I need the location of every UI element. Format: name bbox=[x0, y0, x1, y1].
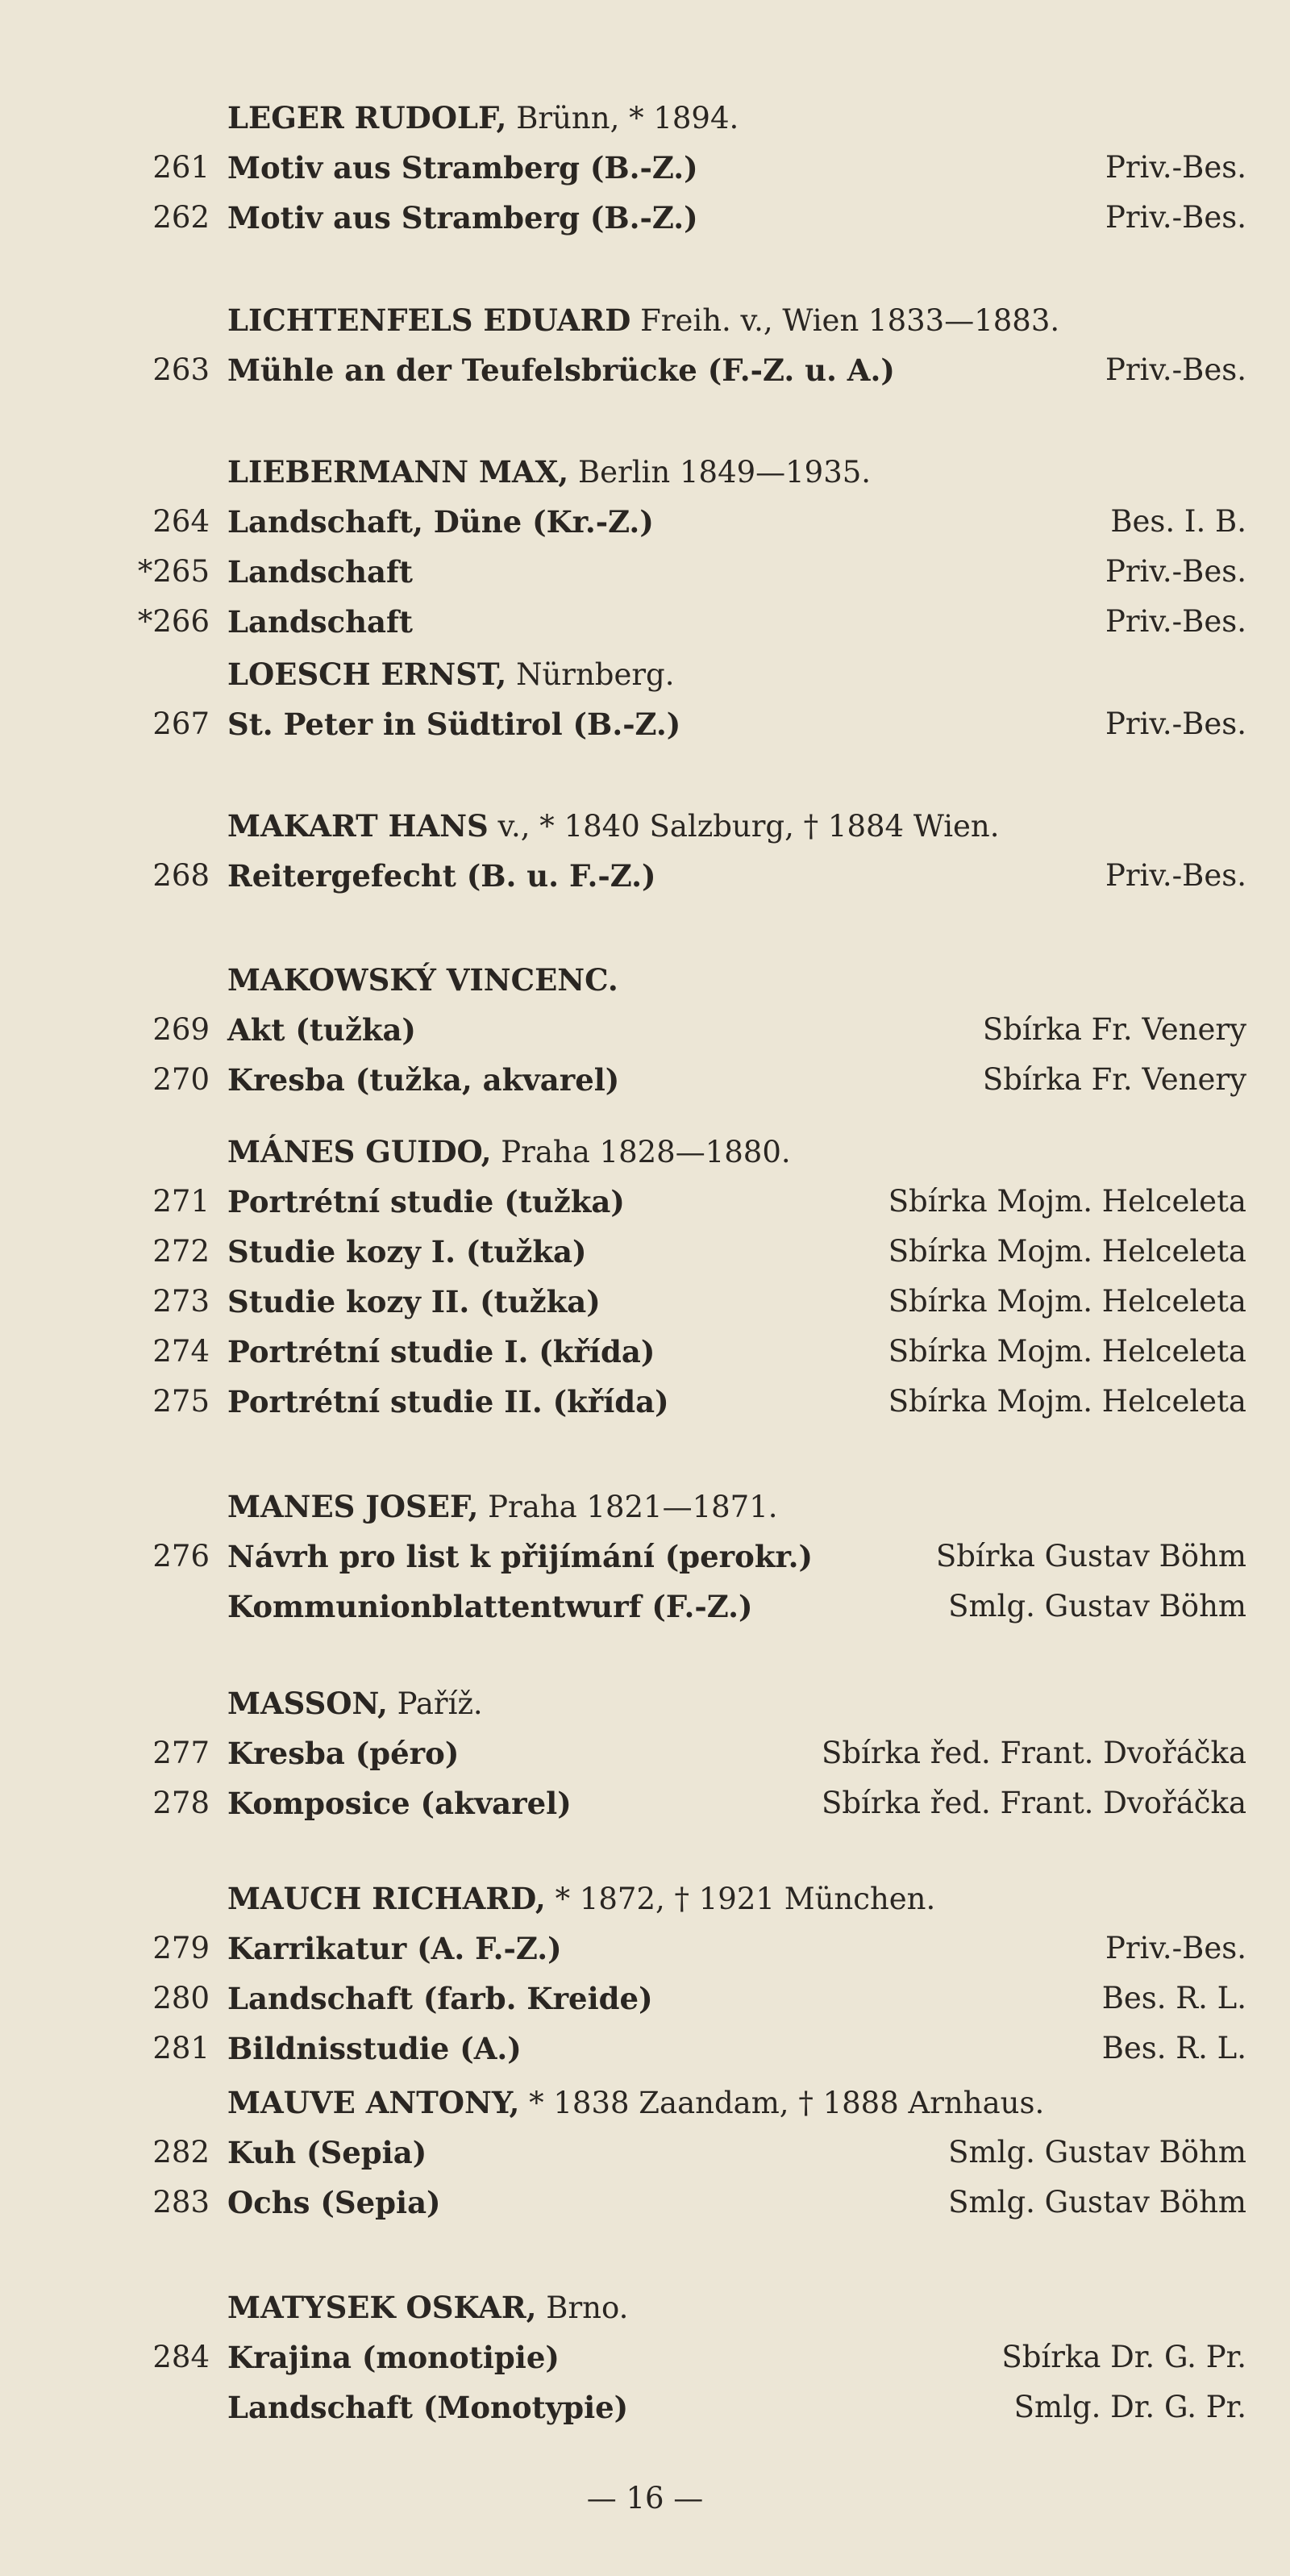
entry-title: Akt (tužka) bbox=[227, 1012, 416, 1048]
artist-name: MAUCH RICHARD, bbox=[227, 1881, 546, 1916]
page-number: — 16 — bbox=[586, 2481, 704, 2516]
entry-title: Studie kozy II. (tužka) bbox=[227, 1284, 601, 1319]
entry-title: Kresba (tužka, akvarel) bbox=[227, 1062, 620, 1098]
catalog-entry bbox=[0, 1532, 1290, 1581]
entry-number: 281 bbox=[152, 2031, 210, 2065]
entry-title: Motiv aus Stramberg (B.-Z.) bbox=[227, 200, 698, 236]
entry-owner: Sbírka Mojm. Helceleta bbox=[888, 1384, 1246, 1419]
artist-name: LOESCH ERNST, bbox=[227, 657, 507, 692]
entry-number: 283 bbox=[152, 2185, 210, 2220]
entry-number: 274 bbox=[152, 1334, 210, 1369]
artist-heading bbox=[227, 448, 871, 496]
entry-owner: Priv.-Bes. bbox=[1105, 707, 1246, 741]
artist-info: Brno. bbox=[546, 2290, 629, 2325]
entry-owner: Smlg. Gustav Böhm bbox=[948, 2185, 1246, 2220]
entry-title: Motiv aus Stramberg (B.-Z.) bbox=[227, 150, 698, 185]
artist-heading bbox=[227, 650, 675, 698]
entry-owner: Priv.-Bes. bbox=[1105, 200, 1246, 235]
entry-title: Landschaft (farb. Kreide) bbox=[227, 1981, 653, 2016]
catalog-entry bbox=[0, 1779, 1290, 1828]
catalog-entry bbox=[0, 852, 1290, 900]
entry-owner: Priv.-Bes. bbox=[1105, 858, 1246, 893]
artist-heading bbox=[227, 1128, 791, 1176]
entry-number: 279 bbox=[152, 1931, 210, 1965]
entry-owner: Sbírka Fr. Venery bbox=[982, 1012, 1246, 1047]
artist-info: Berlin 1849—1935. bbox=[577, 455, 872, 490]
entry-title: Studie kozy I. (tužka) bbox=[227, 1234, 587, 1269]
entry-title: Ochs (Sepia) bbox=[227, 2185, 441, 2220]
catalog-entry bbox=[0, 1056, 1290, 1104]
entry-owner: Priv.-Bes. bbox=[1105, 1931, 1246, 1965]
entry-owner: Sbírka Mojm. Helceleta bbox=[888, 1334, 1246, 1369]
catalog-entry bbox=[0, 194, 1290, 242]
artist-name: LEGER RUDOLF, bbox=[227, 100, 507, 135]
entry-number: *266 bbox=[137, 604, 210, 639]
entry-owner: Bes. R. L. bbox=[1101, 2031, 1246, 2065]
catalog-entry bbox=[0, 1378, 1290, 1426]
entry-number: *265 bbox=[137, 554, 210, 589]
artist-info: Praha 1828—1880. bbox=[501, 1135, 791, 1169]
entry-owner: Sbírka Mojm. Helceleta bbox=[888, 1284, 1246, 1319]
entry-number: 262 bbox=[152, 200, 210, 235]
artist-heading bbox=[227, 1482, 778, 1531]
entry-owner: Sbírka Mojm. Helceleta bbox=[888, 1184, 1246, 1219]
catalog-entry bbox=[0, 548, 1290, 596]
catalog-entry bbox=[0, 1278, 1290, 1326]
artist-heading bbox=[227, 1679, 483, 1728]
artist-heading bbox=[227, 94, 739, 142]
entry-owner: Bes. I. B. bbox=[1110, 504, 1246, 539]
catalog-entry bbox=[0, 598, 1290, 646]
catalog-entry bbox=[0, 1228, 1290, 1276]
catalog-entry bbox=[0, 498, 1290, 546]
entry-number: 270 bbox=[152, 1062, 210, 1097]
entry-owner: Sbírka Gustav Böhm bbox=[935, 1539, 1246, 1574]
artist-info: Freih. v., Wien 1833—1883. bbox=[640, 303, 1060, 338]
artist-name: MATYSEK OSKAR, bbox=[227, 2290, 537, 2325]
entry-number: 268 bbox=[152, 858, 210, 893]
artist-name: MASSON, bbox=[227, 1686, 388, 1721]
artist-heading bbox=[227, 2078, 1044, 2127]
entry-owner: Sbírka řed. Frant. Dvořáčka bbox=[821, 1736, 1246, 1770]
entry-number: 269 bbox=[152, 1012, 210, 1047]
entry-number: 284 bbox=[152, 2340, 210, 2374]
artist-info: Praha 1821—1871. bbox=[488, 1490, 778, 1524]
entry-owner: Sbírka Fr. Venery bbox=[982, 1062, 1246, 1097]
entry-number: 282 bbox=[152, 2135, 210, 2170]
catalog-entry bbox=[0, 1729, 1290, 1778]
catalog-entry bbox=[0, 2383, 1290, 2432]
artist-heading bbox=[227, 802, 1000, 850]
entry-owner: Sbírka Mojm. Helceleta bbox=[888, 1234, 1246, 1269]
entry-title: Kuh (Sepia) bbox=[227, 2135, 427, 2170]
catalog-entry bbox=[0, 1924, 1290, 1973]
catalog-entry bbox=[0, 2128, 1290, 2177]
entry-owner: Sbírka řed. Frant. Dvořáčka bbox=[821, 1786, 1246, 1820]
artist-info: * 1872, † 1921 München. bbox=[555, 1882, 936, 1916]
entry-number: 275 bbox=[152, 1384, 210, 1419]
entry-owner: Smlg. Gustav Böhm bbox=[948, 2135, 1246, 2170]
entry-number: 263 bbox=[152, 352, 210, 387]
entry-number: 261 bbox=[152, 150, 210, 185]
artist-info: Brünn, * 1894. bbox=[516, 101, 739, 135]
entry-title: St. Peter in Südtirol (B.-Z.) bbox=[227, 707, 681, 742]
artist-name: MANES JOSEF, bbox=[227, 1489, 479, 1524]
entry-title: Karrikatur (A. F.-Z.) bbox=[227, 1931, 562, 1966]
entry-owner: Priv.-Bes. bbox=[1105, 554, 1246, 589]
entry-title: Landschaft (Monotypie) bbox=[227, 2390, 629, 2425]
entry-number: 264 bbox=[152, 504, 210, 539]
entry-title: Landschaft bbox=[227, 604, 414, 640]
entry-number: 272 bbox=[152, 1234, 210, 1269]
artist-name: MAKOWSKÝ VINCENC. bbox=[227, 962, 618, 998]
entry-number: 271 bbox=[152, 1184, 210, 1219]
entry-number: 277 bbox=[152, 1736, 210, 1770]
entry-owner: Sbírka Dr. G. Pr. bbox=[1001, 2340, 1246, 2374]
catalog-entry bbox=[0, 2333, 1290, 2382]
entry-title: Reitergefecht (B. u. F.-Z.) bbox=[227, 858, 656, 894]
artist-info: * 1838 Zaandam, † 1888 Arnhaus. bbox=[529, 2086, 1045, 2120]
entry-title: Portrétní studie II. (křída) bbox=[227, 1384, 669, 1419]
artist-heading bbox=[227, 2283, 628, 2332]
entry-title: Mühle an der Teufelsbrücke (F.-Z. u. A.) bbox=[227, 352, 895, 388]
entry-number: 278 bbox=[152, 1786, 210, 1820]
artist-name: MAUVE ANTONY, bbox=[227, 2085, 520, 2120]
entry-title: Landschaft, Düne (Kr.-Z.) bbox=[227, 504, 654, 540]
catalog-entry bbox=[0, 1582, 1290, 1631]
entry-owner: Priv.-Bes. bbox=[1105, 150, 1246, 185]
catalog-entry bbox=[0, 346, 1290, 394]
entry-title: Bildnisstudie (A.) bbox=[227, 2031, 522, 2066]
catalog-entry bbox=[0, 144, 1290, 192]
entry-number: 273 bbox=[152, 1284, 210, 1319]
artist-name: MAKART HANS bbox=[227, 808, 489, 844]
entry-owner: Bes. R. L. bbox=[1101, 1981, 1246, 2015]
catalog-entry bbox=[0, 1328, 1290, 1376]
entry-title: Kresba (péro) bbox=[227, 1736, 460, 1771]
artist-heading bbox=[227, 1874, 935, 1923]
artist-name: LIEBERMANN MAX, bbox=[227, 454, 569, 490]
artist-info: Nürnberg. bbox=[516, 657, 675, 692]
entry-owner: Smlg. Gustav Böhm bbox=[948, 1589, 1246, 1624]
artist-heading bbox=[227, 956, 618, 1004]
entry-title: Landschaft bbox=[227, 554, 414, 590]
entry-owner: Smlg. Dr. G. Pr. bbox=[1013, 2390, 1246, 2424]
entry-title: Portrétní studie I. (křída) bbox=[227, 1334, 655, 1369]
entry-title: Návrh pro list k přijímání (perokr.) bbox=[227, 1539, 813, 1574]
entry-title: Krajina (monotipie) bbox=[227, 2340, 560, 2375]
artist-heading bbox=[227, 296, 1059, 344]
artist-name: LICHTENFELS EDUARD bbox=[227, 302, 631, 338]
entry-owner: Priv.-Bes. bbox=[1105, 352, 1246, 387]
entry-owner: Priv.-Bes. bbox=[1105, 604, 1246, 639]
entry-number: 280 bbox=[152, 1981, 210, 2015]
catalog-entry bbox=[0, 700, 1290, 748]
artist-info: Paříž. bbox=[397, 1686, 483, 1721]
entry-title: Portrétní studie (tužka) bbox=[227, 1184, 625, 1219]
catalog-entry bbox=[0, 1974, 1290, 2023]
catalog-entry bbox=[0, 1178, 1290, 1226]
catalog-entry bbox=[0, 2178, 1290, 2227]
artist-info: v., * 1840 Salzburg, † 1884 Wien. bbox=[497, 809, 1000, 844]
entry-title: Komposice (akvarel) bbox=[227, 1786, 572, 1821]
catalog-entry bbox=[0, 2024, 1290, 2073]
entry-number: 276 bbox=[152, 1539, 210, 1574]
artist-name: MÁNES GUIDO, bbox=[227, 1134, 492, 1169]
entry-title: Kommunionblattentwurf (F.-Z.) bbox=[227, 1589, 753, 1624]
entry-number: 267 bbox=[152, 707, 210, 741]
catalog-entry bbox=[0, 1006, 1290, 1054]
